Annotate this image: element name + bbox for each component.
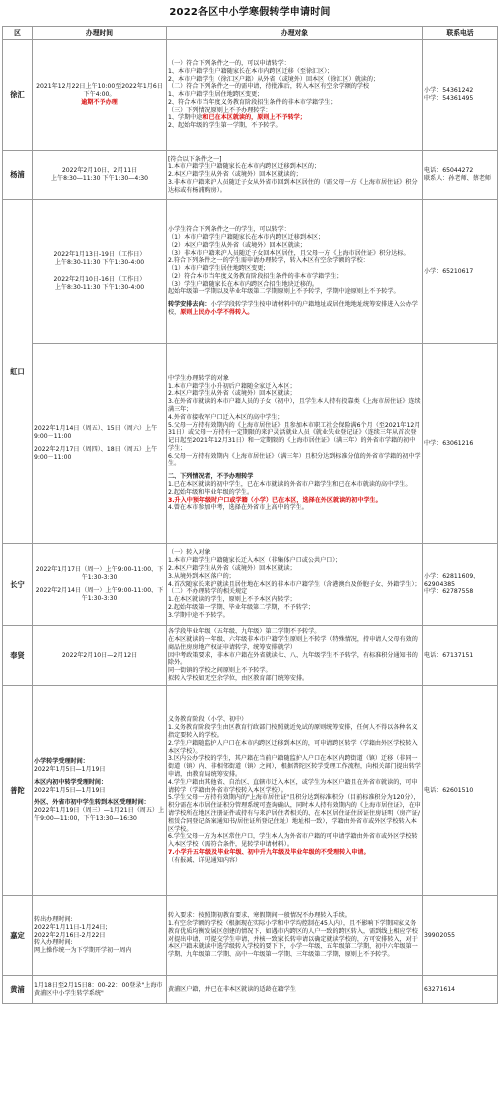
table-row: [3, 344, 498, 544]
time-cell: 2022年2月10日—2月12日: [33, 626, 167, 686]
header-region: 区: [3, 27, 33, 40]
contact-cell: 电话：67137151: [423, 626, 498, 686]
time-cell: 2021年12月22日上午10:00至2022年1月6日下午4:00。 逾期不予办理: [33, 40, 167, 151]
table-row: [3, 976, 498, 1004]
contact-cell: 电话：65044272 联系人：孙老师、蔡老师: [423, 151, 498, 200]
time-cell: 转出办理时间: 2022年1月11日-1月24日; 2022年2月16日-2月22日 转入办理时间: 网上操作统一为下学期开学初一周内: [33, 896, 167, 976]
region-cell: 长宁: [3, 544, 33, 626]
time-cell: 2022年1月14日（周五）、15日（周六）上午9:00－11:00 2022年2月17日（周四）、18日（周五）上午9:00－11:00: [33, 344, 167, 544]
header-contact: 联系电话: [423, 27, 498, 40]
contact-cell: 中学：63061216: [423, 344, 498, 544]
targets-cell: （一）符合下列条件之一的，可以申请转学： 1、本市户籍学生户籍随家长在本市内跨区迁移（至徐汇区）； 2、本市户籍学生（徐汇区户籍）从外省（或境外）回本区（徐汇区）就读的； （二）符合下列条件之一的需申请，待批准后，转入本区有空余学额的学校 1、本市户籍学生居住地跨区变更； 2、符合本市当年度义务教育阶段招生条件的非本市学籍学生； （三）下列情况原则上不予办理转学： 1、学期中途和已在本区就读的，原则上不予转学； 2、起始年级的学生第一学期，不予转学。: [167, 40, 423, 151]
time-cell: 小学转学受理时间： 2022年1月5日—1月19日 本区内初中转学受理时间： 2022年1月5日—1月19日 外区、外省市初中学生转到本区受理时间： 2022年1月19日（周三）—1月21日（周五）上午9:00—11:00，下午13:30—16:30: [33, 686, 167, 896]
table-row: [3, 544, 498, 626]
targets-cell: 转入要求：按照期初教育要求、寒假期间一般情况不办理转入手续。 1.有空余学额的学校（根据现在实际小学和中学均控制在45人内），且不影响下学期国家义务教育优质均衡发展区创建的情况下，如遇市内跨区的人户一致的跨区转入，需到线上相应学校对提出申请，可提交学生申请，并核一致家长转申请以确定就读学校的，方可安排转入，对于本区户籍未就读中选学级转入学校的要下下，小学一年级、五年级第二学期，初中六年级第一学期、九年级第二学期、高中一年级第一学期、三年级第二学期，原则上不予转学。: [167, 896, 423, 976]
table-header-row: [3, 27, 498, 40]
targets-cell: 义务教育阶段（小学、初中） 1.义务教育阶段学生由区教育行政部门按照就近免试的原则统筹安排，任何人不得以各种名义指定要转入的学校。 2.学生户籍随监护人户口在本市内跨区迁移到本区的，可申请跨区转学（学籍由外区学校转入本区学校）。 3.区内公办学校的学生，其户籍在当前户籍随监护人户口在本区内跨街道（镇）迁移（非同一街道（镇）内、非相邻街道（镇）之间），根据普陀区转学受理工作流程，向相关部门提出转学申请，由教育局统筹安排。 4.学生户籍由其他省、自治区、直辖市迁入本区，或学生为本区户籍且在外省市就读的，可申请转学（学籍由外省市学校转入本区学校）。 5.学生父母一方持有效期内的"上海市居住证"且积分达到标准积分（目前标准积分为120分），积分需在本市居住证积分管理系统可查询确认，同时本人持有效期内的《上海市居住证》，在申请学校所在地区注册证件或持有与来沪居住者相关的、在本区居住证住居证住房证明（房产证/租赁合同登记备案通知书/居住证所登记住址）地址相一致），学籍由外省市或外区学校转入本区学校。 6.学生父母一方为本区常住户口，学生本人为外省市户籍的可申请学籍由外省市或外区学校转入本区学校（需符合条件，见转学申请材料）。 7.小学升五年级及毕业年级、初中升九年级及毕业年级的不受理转入申请。 （有报减、详见通知内容）: [167, 686, 423, 896]
table-row: [3, 896, 498, 976]
table-row: [3, 626, 498, 686]
transfer-table: [2, 26, 498, 1004]
region-cell: 普陀: [3, 686, 33, 896]
table-row: [3, 151, 498, 200]
targets-cell: 黄浦区户籍，并已在非本区就读的适龄在籍学生: [167, 976, 423, 1004]
page-title: 2022各区中小学寒假转学申请时间: [169, 7, 331, 18]
time-cell: 1月18日至2月15日8：00-22：00登录"上海市黄浦区中小学生转学系统": [33, 976, 167, 1004]
region-cell: 嘉定: [3, 896, 33, 976]
contact-cell: 小学：62811609、62904385 中学：62787558: [423, 544, 498, 626]
contact-cell: 39902055: [423, 896, 498, 976]
targets-cell: 小学生符合下列条件之一的学生，可以转学： （1）本市户籍学生户籍随家长在本市内跨区迁移到本区； （2）本区户籍学生从外省（或境外）回本区就读； （3）非本市户籍来沪人员随迁子女回本区居住，且父母一方《上海市居住证》积分达标。 2.符合下列条件之一的学生需申请办理转学，转入本区有空余学额的学校： （1）本市户籍学生居住地跨区变更； （2）符合本市当年度义务教育阶段招生条件的非本市学籍学生； （3）学生户籍随家长在本市内跨区合招生地块迁移的。 起始年级第一学期以及毕业年级第二学期原则上不予转学，学期中途原则上不予转学。 转学安排去向：小学学段转学学生按申请材料中的户籍地址或居住地地址统筹安排进入公办学校，原则上民办小学不得转入。: [167, 200, 423, 344]
time-cell: 2022年1月17日（周一）上午9:00-11:00、下午1:30-3:30 2022年2月14日（周一）上午9:00-11:00、下午1:30-3:30: [33, 544, 167, 626]
region-cell: 奉贤: [3, 626, 33, 686]
table-row: [3, 686, 498, 896]
targets-cell: 中学生办理转学的对象 1.本市户籍学生小升初后户籍随全家迁入本区； 2.本区户籍学生从外省（或境外）回本区就读； 3.在外省市就读的本市户籍人员的子女（初中），且学生本人持有投靠类《上海市居住证》连续满三年； 4.外省市接收军户口迁入本区的高中学生； 5.父母一方持有效期内的《上海市居住证》且参加本市职工社会保险满6个月（至2021年12月31日）或父母一方持有一定期限的来沪灵活就业人员《就业失业登记证》（连续三年从首次登记日起至2021年12月31日）和一定期限的《上海市居住证》（满三年）的外省市学籍的初中学生； 6.父母一方持有效期内《上海市居住证》（满三年）且积分达到标准分值的外省市学籍的初中学生。 二、下列情况者，不予办理转学 1.已在本区就读的初中学生，已在本市就读的外省市户籍学生和已在本市就读的高中学生。 2.起始年级和毕业年级的学生。 3.升入中预年级时户口或学籍（小学）已在本区，选择在外区就读的初中学生。 4.曾在本市参加中考，选择在外省市上高中的学生。: [167, 344, 423, 544]
targets-cell: （一）转入对象 1.本市户籍学生户籍随家长迁入本区（非集体户口或公共户口）； 2.本区户籍学生从外省（或境外）回本区就读； 3.从境外到本区落户的； 4.首次随家长来沪就读且居住地在本区的非本市户籍学生（含港澳台及侨胞子女、外籍学生）； （二）不办理转学的相关规定 1.在本区就读的学生，原则上不予本区内转学； 2.起始年级第一学期、毕业年级第二学期，不予转学； 3.学期中途不予转学。: [167, 544, 423, 626]
table-row: [3, 40, 498, 151]
contact-cell: 小学：65210617: [423, 200, 498, 344]
contact-cell: 63271614: [423, 976, 498, 1004]
header-time: 办理时间: [33, 27, 167, 40]
targets-cell: [符合以下条件之一] 1.本市户籍学生户籍随家长在本市内跨区迁移到本区的； 2.本区户籍学生从外省（或境外）回本区就读的； 3.非本市户籍来沪人员随迁子女从外省市回到本区居住的（需父母一方《上海市居住证》积分达标或有杨浦购房）。: [167, 151, 423, 200]
region-cell: 徐汇: [3, 40, 33, 151]
region-cell: 虹口: [3, 200, 33, 544]
targets-cell: 各学段毕业年级（五年级、九年级）第二学期不予转学。 在本区就读的一年级、六年级非本市户籍学生原则上不转学（特殊情况，持申请人父母有效的商品住房房地产权证申请转学，统筹安排就学） 因中考政策要求，非本市户籍在外省就读七、八、九年级学生不予转学，有标准积分通知书的除外。 同一街镇的学校之间原则上不予转学。 拟转入学校如无空余学位，由区教育部门统筹安排。: [167, 626, 423, 686]
header-targets: 办理对象: [167, 27, 423, 40]
contact-cell: 小学：54361242 中学：54361495: [423, 40, 498, 151]
region-cell: 黄浦: [3, 976, 33, 1004]
time-cell: 2022年1月13日-19日（工作日） 上午8:30-11:30 下午1:30-4:00 2022年2月10日-16日（工作日） 上午8:30-11:30 下午1:30-4:00: [33, 200, 167, 344]
time-cell: 2022年2月10日、2月11日 上午8:30—11:30 下午1:30—4:30: [33, 151, 167, 200]
region-cell: 杨浦: [3, 151, 33, 200]
table-row: [3, 200, 498, 344]
contact-cell: 电话：62601510: [423, 686, 498, 896]
